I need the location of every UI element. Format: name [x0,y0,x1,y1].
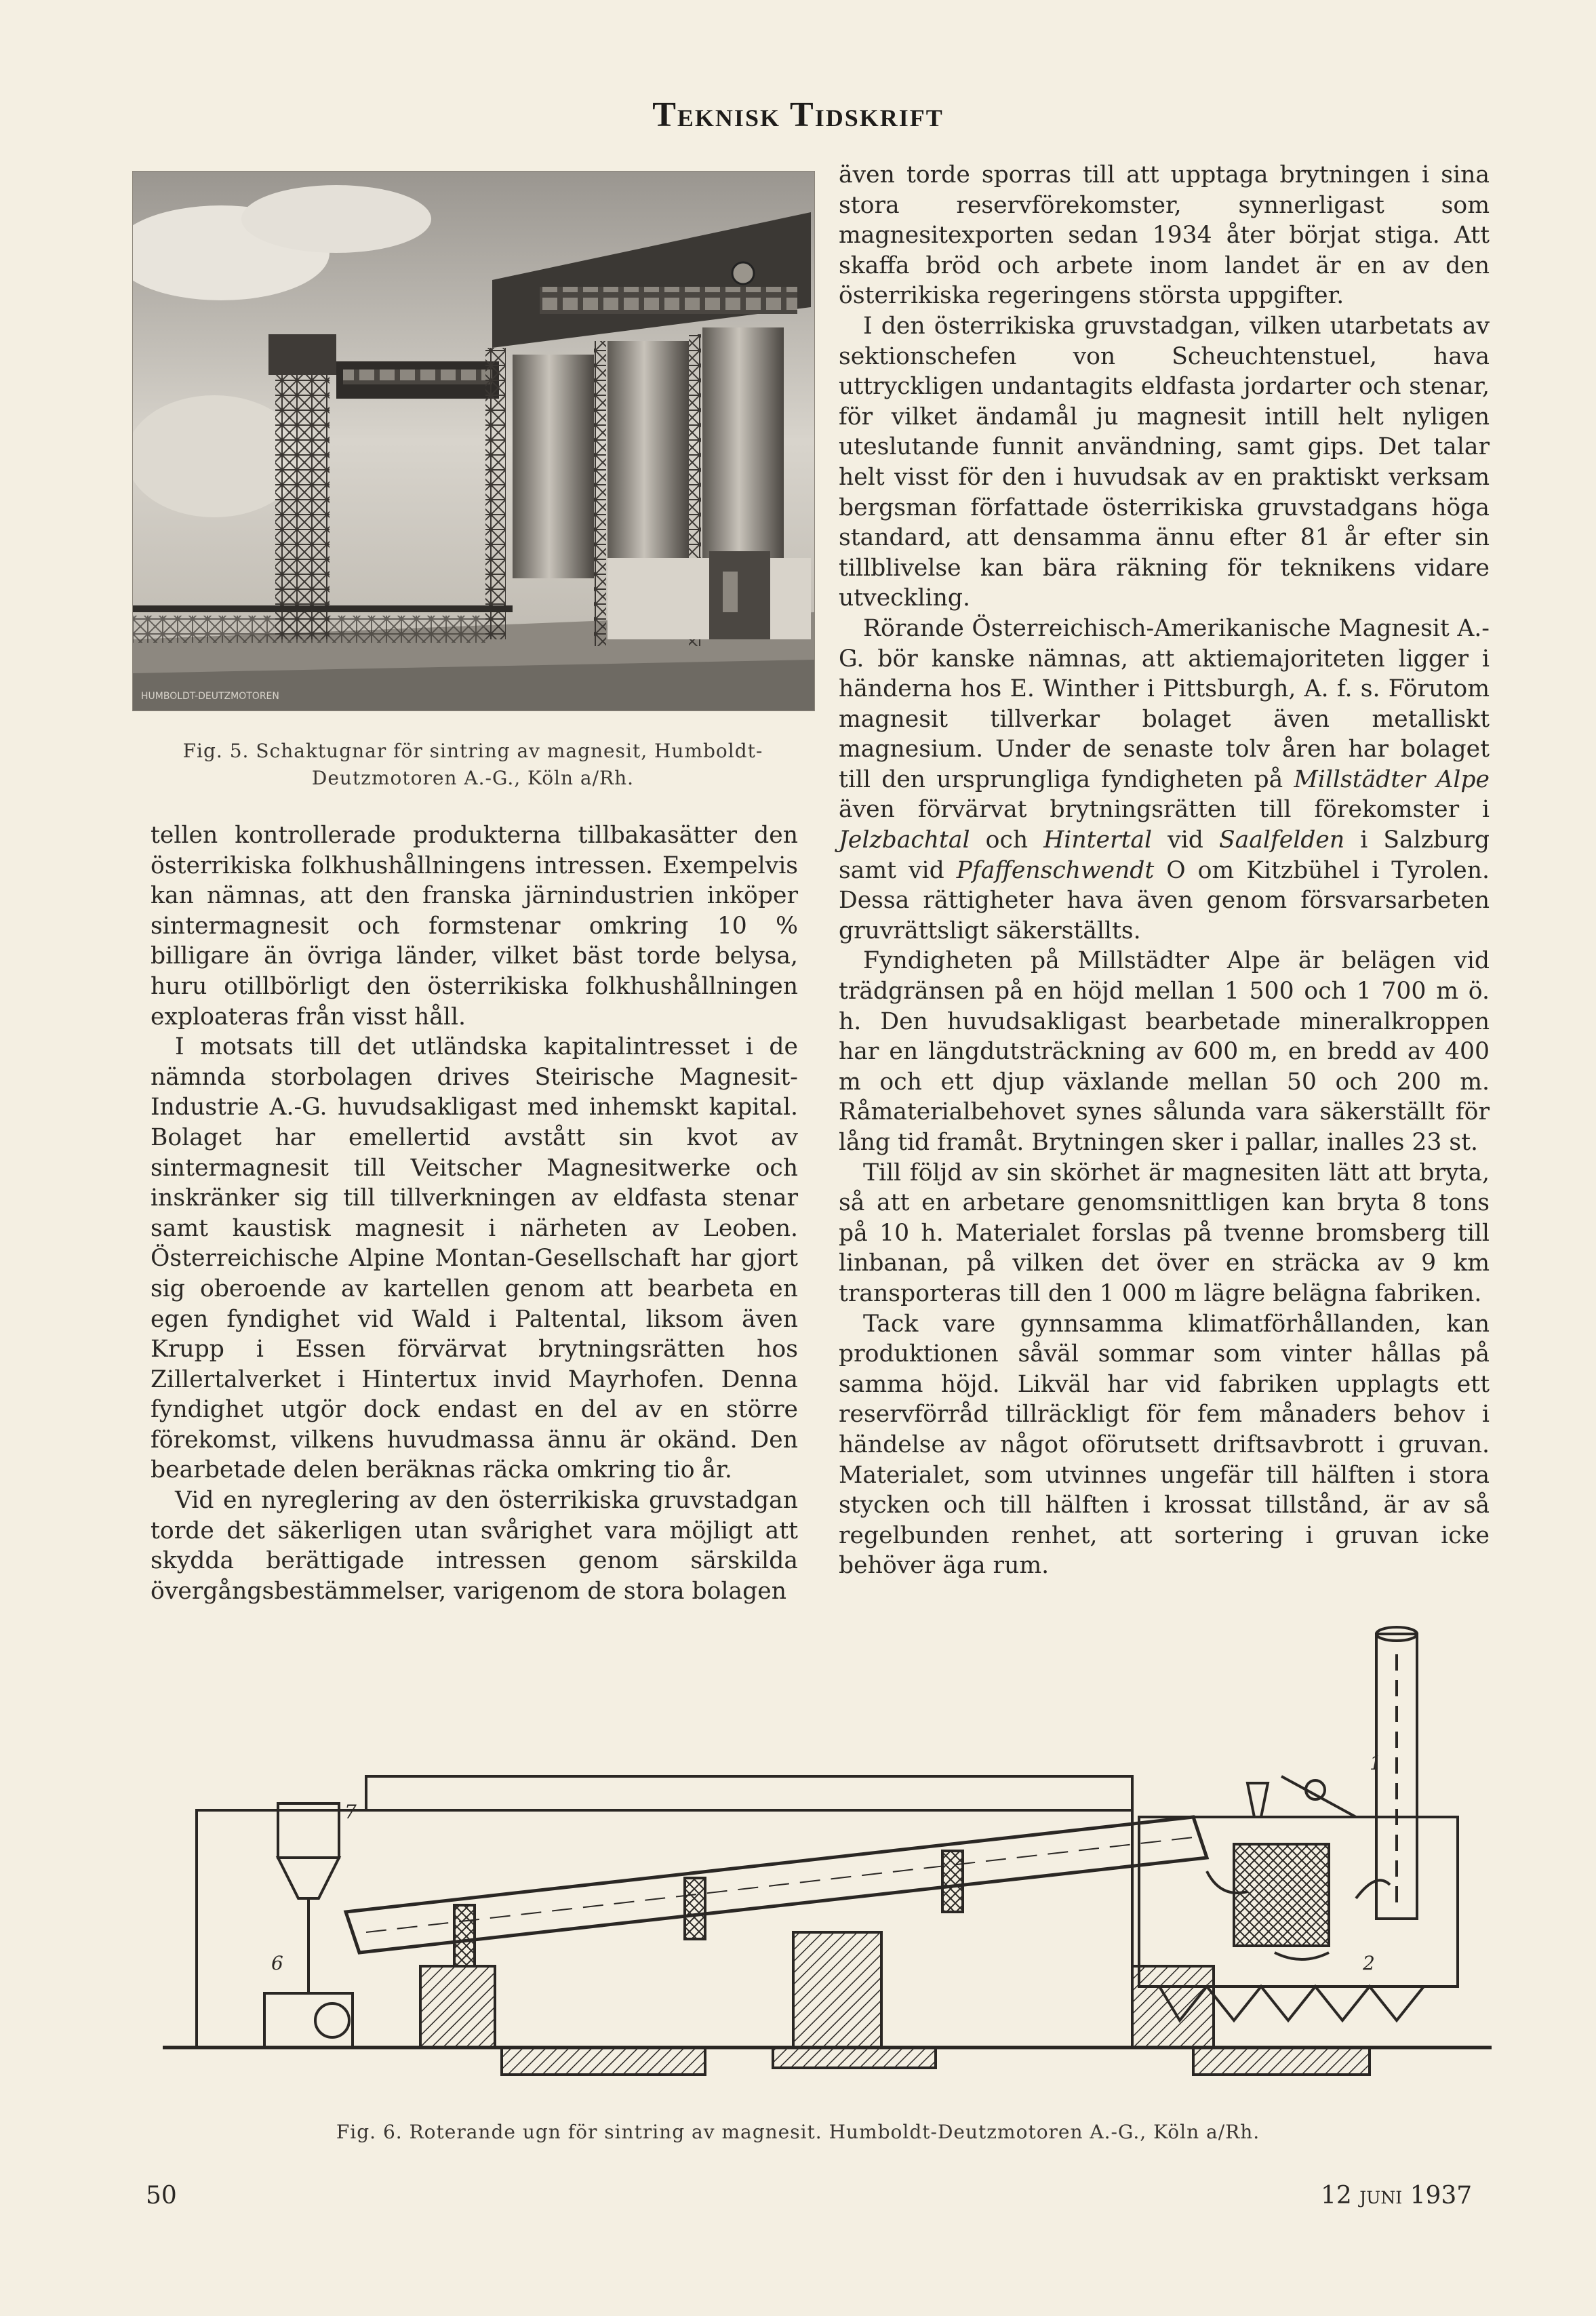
right-column [839,160,1490,1581]
left-column [151,820,798,1606]
place-name: Hintertal [1043,826,1153,854]
diagram-label-7: 7 [344,1801,357,1823]
fig5-caption: Fig. 5. Schaktugnar för sintring av magnesit, Humboldt-Deutzmotoren A.-G., Köln a/Rh. [182,740,763,789]
place-name: Pfaffenschwendt [956,856,1155,884]
text-run: i Salzburg samt vid [839,826,1490,884]
diagram-label-6: 6 [271,1952,283,1974]
paragraph: även torde sporras till att upptaga brytningen i sina stora reservförekomster, synnerligast som magnesitexporten sedan 1934 åter börjat stiga. Att skaffa bröd och arbete inom landet är en av den österrikiska regeringens största uppgifter. [839,161,1490,310]
date-month: juni [1359,2182,1403,2210]
paragraph: Till följd av sin skörhet är magnesiten lätt att bryta, så att en arbetare genomsnittligen kan bryta 8 tons på 10 h. Materialet forslas på tvenne bromsberg till linbanan, på vilken det över en sträcka av 9 km transporteras till den 1 000 m lägre belägna fabriken. [839,1159,1490,1307]
text-run: och [970,826,1044,854]
rotary-kiln-diagram [163,1614,1492,2292]
text-run: Rörande Österreichisch-Amerikanische Magnesit A.-G. bör kanske nämnas, att aktiemajoriteten ligger i händerna hos E. Winther i Pittsburgh, A. f. s. Förutom magnesit tillverkar bolaget även metalliskt magnesium. Under de senaste tolv åren har bolaget till den ursprungliga fyndigheten på [839,614,1490,793]
diagram-label-2: 2 [1363,1952,1375,1974]
paragraph: Vid en nyreglering av den österrikiska gruvstadgan torde det säkerligen utan svårighet vara möjligt att skydda berättigade intressen genom särskilda övergångsbestämmelser, varigenom de stora bolagen [151,1487,798,1605]
rotary-kiln-drawing [163,1614,1492,2115]
paragraph: Tack vare gynnsamma klimatförhållanden, kan produktionen såväl sommar som vinter hållas på samma höjd. Likväl har vid fabriken upplagts ett reservförråd tillräckligt för fem månaders behov i händelse av något oförutsett driftsavbrott i gruvan. Materialet, som utvinnes ungefär till hälften i stora stycken och till hälften i krossat tillstånd, är av så regelbunden renhet, att sortering i gruvan icke behöver äga rum. [839,1310,1490,1580]
photo-watermark: HUMBOLDT-DEUTZMOTOREN [141,691,279,702]
page-number: 50 [146,2182,177,2210]
shaft-furnace-illustration [133,172,814,711]
paragraph [839,614,1490,946]
text-run: vid [1152,826,1219,854]
fig6-caption: Fig. 6. Roterande ugn för sintring av magnesit. Humboldt-Deutzmotoren A.-G., Köln a/Rh. [336,2121,1260,2143]
date-day: 12 [1321,2182,1352,2210]
date-year: 1937 [1410,2182,1473,2210]
paragraph: I motsats till det utländska kapitalintresset i de nämnda storbolagen drives Steirische Magnesit-Industrie A.-G. huvudsakligast med inhemskt kapital. Bolaget har emellertid avstått sin kvot av sintermagnesit till Veitscher Magnesitwerke och inskränker sig till tillverkningen av eldfasta stenar samt kaustisk magnesit i närheten av Leoben. Österreichische Alpine Montan-Gesellschaft har gjort sig oberoende av kartellen genom att bearbeta en egen fyndighet vid Wald i Paltental, liksom även Krupp i Essen förvärvat brytningsrätten hos Zillertalverket i Hintertux invid Mayrhofen. Denna fyndighet utgör dock endast en del av en större förekomst, vilkens huvudmassa ännu är okänd. Den bearbetade delen beräknas räcka omkring tio år. [151,1033,798,1484]
place-name: Millstädter Alpe [1294,765,1490,793]
text-run: även förvärvat brytningsrätten till förekomster i [839,796,1490,824]
place-name: Saalfelden [1218,826,1345,854]
issue-date [1321,2182,1472,2210]
place-name: Jelzbachtal [839,826,970,854]
paragraph: tellen kontrollerade produkterna tillbakasätter den österrikiska folkhushållningens intressen. Exempelvis kan nämnas, att den franska järnindustrien inköper sintermagnesit och formstenar omkring 10 % billigare än övriga länder, vilket bäst torde belysa, huru otillbörligt den österrikiska folkhushållningen exploateras från visst håll. [151,822,798,1031]
paragraph: I den österrikiska gruvstadgan, vilken utarbetats av sektionschefen von Scheuchtenstuel, hava uttryckligen undantagits eldfasta jordarter och stenar, för vilket ändamål ju magnesit intill helt nyligen uteslutande funnit användning, samt gips. Det talar helt visst för den i huvudsak av en praktiskt verksam bergsman författade österrikiska gruvstadgans höga standard, att densamma ännu efter 81 år efter sin tillblivelse kan bära räkning för teknikens vidare utveckling. [839,312,1490,612]
diagram-label-1: 1 [1370,1752,1382,1774]
journal-title: Teknisk Tidskrift [652,96,944,134]
text-run: O om Kitzbühel i Tyrolen. Dessa rättigheter hava även genom försvarsarbeten gruvrättsligt säkerställts. [839,856,1490,944]
furnace-photo [132,171,815,711]
paragraph: Fyndigheten på Millstädter Alpe är belägen vid trädgränsen på en höjd mellan 1 500 och 1 700 m ö. h. Den huvudsakligast bearbetade mineralkroppen har en längdutsträckning av 600 m, en bredd av 400 m och ett djup växlande mellan 50 och 200 m. Råmaterialbehovet synes sålunda vara säkerställt för lång tid framåt. Brytningen sker i pallar, inalles 23 st. [839,947,1490,1156]
